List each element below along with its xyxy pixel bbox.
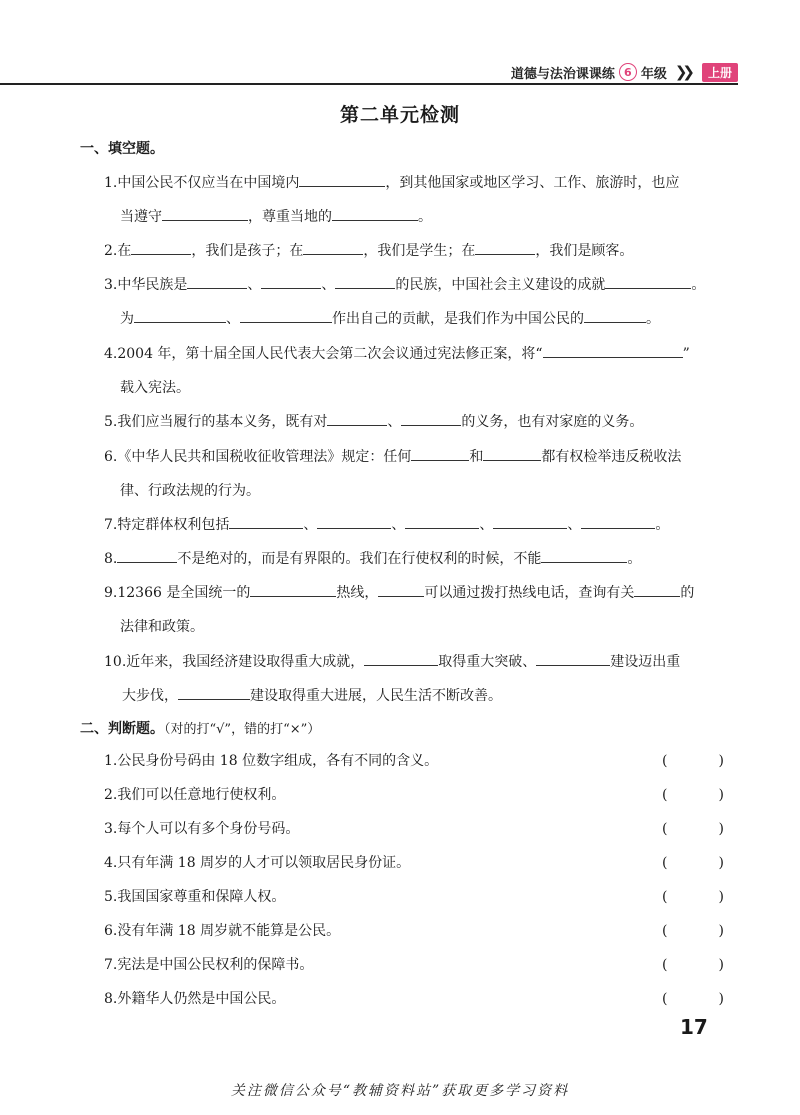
fill-question-10-line1: 10.近年来，我国经济建设取得重大成就， 取得重大突破、 建设迈出重: [104, 645, 734, 679]
fill-question-3-line1: 3.中华民族是 、 、 的民族，中国社会主义建设的成就 。: [104, 268, 734, 302]
answer-blank[interactable]: [378, 582, 424, 597]
answer-parentheses[interactable]: ( ): [662, 957, 724, 973]
answer-blank[interactable]: [543, 343, 683, 358]
answer-blank[interactable]: [605, 274, 691, 289]
judge-item-5: 5.我国国家尊重和保障人权。 ( ): [104, 886, 724, 908]
fill-question-2: 2.在 ，我们是孩子；在 ，我们是学生；在 ，我们是顾客。: [104, 234, 734, 268]
answer-blank[interactable]: [634, 582, 680, 597]
fill-question-3-line2: 为 、 作出自己的贡献，是我们作为中国公民的 。: [120, 302, 750, 336]
answer-blank[interactable]: [364, 651, 438, 666]
fill-question-4-line2: 载入宪法。: [120, 380, 190, 396]
answer-blank[interactable]: [303, 240, 363, 255]
judge-item-1: 1.公民身份号码由 18 位数字组成，各有不同的含义。 ( ): [104, 750, 724, 772]
fill-question-9-line1: 9.12366 是全国统一的 热线， 可以通过拨打热线电话，查询有关 的: [104, 576, 734, 610]
answer-blank[interactable]: [493, 514, 567, 529]
volume-tab: 上册: [702, 63, 738, 82]
answer-parentheses[interactable]: ( ): [662, 991, 724, 1007]
judge-item-8: 8.外籍华人仍然是中国公民。 ( ): [104, 988, 724, 1010]
book-subject: 道德与法治课课练: [510, 66, 615, 82]
answer-blank[interactable]: [541, 548, 627, 563]
answer-blank[interactable]: [536, 651, 610, 666]
answer-blank[interactable]: [240, 308, 332, 323]
answer-blank[interactable]: [475, 240, 535, 255]
answer-blank[interactable]: [229, 514, 303, 529]
answer-blank[interactable]: [483, 446, 541, 461]
answer-blank[interactable]: [411, 446, 469, 461]
answer-blank[interactable]: [178, 685, 250, 700]
answer-blank[interactable]: [134, 308, 226, 323]
judge-item-7: 7.宪法是中国公民权利的保障书。 ( ): [104, 954, 724, 976]
section-heading-judge: 二、判断题。（对的打“√”，错的打“×”）: [80, 721, 321, 737]
header-rule: [0, 83, 738, 85]
fill-question-1-line1: 1.中国公民不仅应当在中国境内 ，到其他国家或地区学习、工作、旅游时，也应: [104, 166, 734, 200]
answer-blank[interactable]: [581, 514, 655, 529]
judge-item-2: 2.我们可以任意地行使权利。 ( ): [104, 784, 724, 806]
answer-parentheses[interactable]: ( ): [662, 855, 724, 871]
footer-note: 关注微信公众号“教辅资料站”获取更多学习资料: [230, 1083, 570, 1099]
answer-blank[interactable]: [117, 548, 177, 563]
answer-blank[interactable]: [162, 206, 248, 221]
grade-circle-icon: 6: [619, 63, 637, 81]
running-header: [0, 60, 738, 84]
answer-blank[interactable]: [187, 274, 247, 289]
fill-question-1-line2: 当遵守 ，尊重当地的 。: [120, 200, 750, 234]
fill-question-9-line2: 法律和政策。: [120, 619, 204, 635]
double-chevron-icon: ❯❯: [674, 63, 690, 81]
answer-parentheses[interactable]: ( ): [662, 787, 724, 803]
page-title: 第二单元检测: [339, 104, 460, 126]
judge-item-4: 4.只有年满 18 周岁的人才可以领取居民身份证。 ( ): [104, 852, 724, 874]
answer-blank[interactable]: [335, 274, 395, 289]
header-text: [511, 62, 738, 82]
answer-blank[interactable]: [261, 274, 321, 289]
answer-parentheses[interactable]: ( ): [662, 753, 724, 769]
answer-parentheses[interactable]: ( ): [662, 821, 724, 837]
fill-question-6-line2: 律、行政法规的行为。: [120, 483, 260, 499]
answer-blank[interactable]: [332, 206, 418, 221]
answer-parentheses[interactable]: ( ): [662, 889, 724, 905]
fill-question-10-line2: 大步伐， 建设取得重大进展，人民生活不断改善。: [122, 679, 752, 713]
fill-question-4-line1: 4.2004 年，第十届全国人民代表大会第二次会议通过宪法修正案，将“ ”: [104, 337, 734, 371]
grade-label: 年级: [640, 66, 667, 82]
answer-blank[interactable]: [131, 240, 191, 255]
fill-question-5: 5.我们应当履行的基本义务，既有对 、 的义务，也有对家庭的义务。: [104, 405, 734, 439]
answer-blank[interactable]: [584, 308, 646, 323]
answer-blank[interactable]: [327, 411, 387, 426]
judge-item-3: 3.每个人可以有多个身份号码。 ( ): [104, 818, 724, 840]
fill-question-8: 8. 不是绝对的，而是有界限的。我们在行使权利的时候，不能 。: [104, 542, 734, 576]
answer-blank[interactable]: [401, 411, 461, 426]
section-heading-fill: 一、填空题。: [80, 141, 164, 157]
answer-blank[interactable]: [405, 514, 479, 529]
answer-blank[interactable]: [317, 514, 391, 529]
judge-item-6: 6.没有年满 18 周岁就不能算是公民。 ( ): [104, 920, 724, 942]
answer-blank[interactable]: [299, 172, 385, 187]
page-number: 17: [680, 1015, 708, 1039]
fill-question-7: 7.特定群体权利包括 、 、 、 、 。: [104, 508, 734, 542]
answer-blank[interactable]: [250, 582, 336, 597]
fill-question-6-line1: 6.《中华人民共和国税收征收管理法》规定：任何 和 都有权检举违反税收法: [104, 440, 734, 474]
answer-parentheses[interactable]: ( ): [662, 923, 724, 939]
